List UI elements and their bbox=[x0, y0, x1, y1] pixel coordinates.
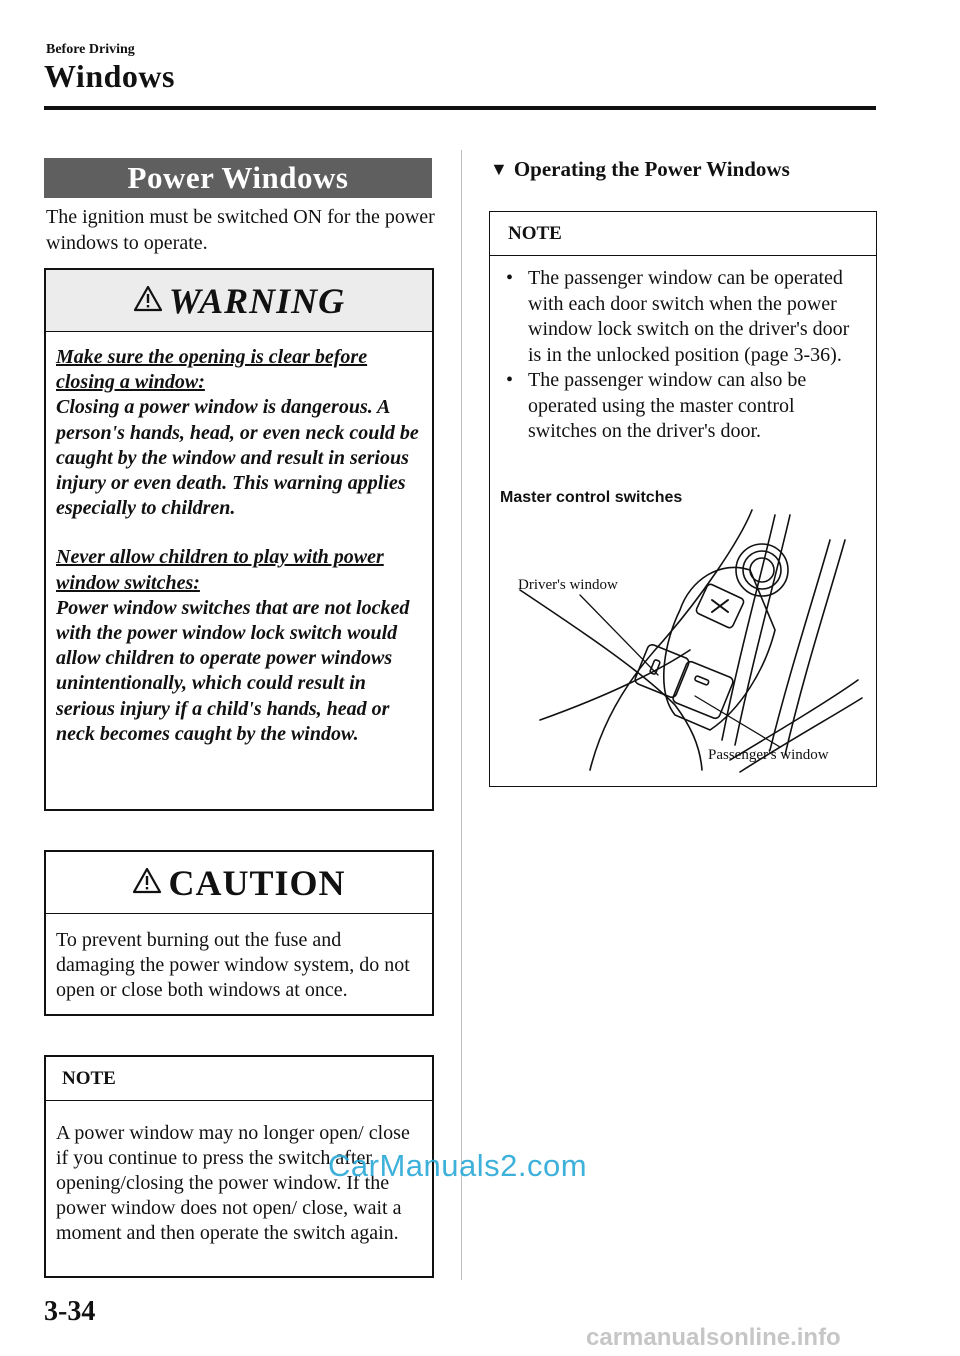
warning-heading-opening: Make sure the opening is clear before closing a window: bbox=[56, 346, 368, 394]
drivers-window-label: Driver's window bbox=[518, 577, 618, 593]
list-item: • The passenger window can be operated with each door switch when the power window lock switch on the driver's door is in the unlocked position (page 3-36). bbox=[506, 267, 850, 366]
note-bullet-list bbox=[490, 256, 876, 445]
warning-triangle-icon bbox=[133, 285, 163, 312]
warning-text-children: Power window switches that are not locked with the power window lock switch would allow children to operate power windows unintentionally, which could result in serious injury if a child's hands, head or neck becomes caught by the window. bbox=[56, 596, 410, 745]
page-number: 3-34 bbox=[44, 1296, 96, 1327]
list-item: • The passenger window can also be operated using the master control switches on the driver's door. bbox=[506, 369, 807, 442]
subsection-heading bbox=[490, 157, 790, 182]
warning-heading-children: Never allow children to play with power window switches: bbox=[56, 546, 384, 594]
figure-title: Master control switches bbox=[500, 489, 683, 506]
intro-paragraph: The ignition must be switched ON for the power windows to operate. bbox=[46, 206, 435, 254]
warning-body bbox=[46, 332, 432, 747]
caution-triangle-icon bbox=[132, 867, 162, 894]
page-title: Windows bbox=[44, 58, 175, 94]
warning-title: WARNING bbox=[168, 280, 346, 321]
warning-header bbox=[46, 270, 432, 332]
bullet-icon: • bbox=[506, 369, 514, 391]
warning-text-opening: Closing a power window is dangerous. A person's hands, head, or even neck could be caught by the window and result in serious injury or even death. This warning applies especially to children. bbox=[56, 396, 419, 520]
watermark-carmanualsonline: carmanualsonline.info bbox=[586, 1324, 841, 1351]
passengers-window-label: Passenger's window bbox=[708, 747, 829, 763]
master-control-switches-illustration bbox=[490, 500, 876, 780]
subsection-heading-text: Operating the Power Windows bbox=[513, 157, 790, 181]
section-label: Before Driving bbox=[46, 42, 135, 57]
caution-title: CAUTION bbox=[168, 862, 346, 903]
warning-box bbox=[44, 268, 434, 811]
watermark-carmanuals2: CarManuals2.com bbox=[328, 1148, 588, 1183]
note-body: A power window may no longer open/ close if you continue to press the switch after opening/closing the power window. If the power window does not open/ close, wait a moment and then operate the switch again. bbox=[56, 1122, 410, 1244]
note-title: NOTE bbox=[46, 1057, 432, 1101]
caution-box bbox=[44, 850, 434, 1016]
bullet-icon: • bbox=[506, 267, 514, 289]
column-divider bbox=[461, 150, 462, 1280]
caution-body: To prevent burning out the fuse and damaging the power window system, do not open or close both windows at once. bbox=[56, 929, 410, 1001]
down-triangle-icon: ▼ bbox=[490, 159, 508, 179]
header-rule bbox=[44, 106, 876, 110]
section-banner: Power Windows bbox=[44, 158, 432, 198]
caution-header bbox=[46, 852, 432, 914]
note-title-right: NOTE bbox=[490, 212, 876, 256]
